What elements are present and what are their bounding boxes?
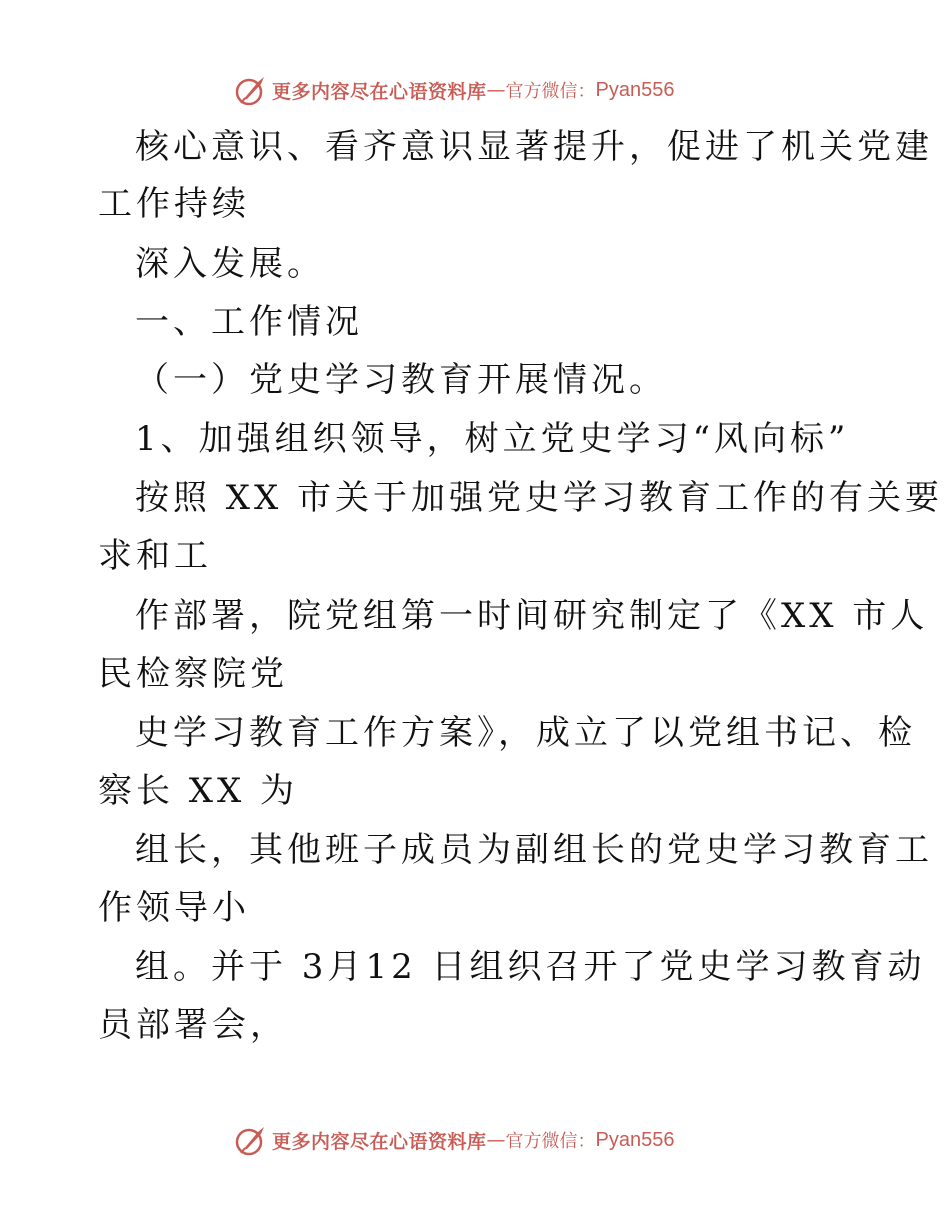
body-line: 核心意识、看齐意识显著提升，促进了机关党建	[135, 127, 933, 167]
body-line: 深入发展。	[135, 244, 325, 284]
item-heading: 1、加强组织领导，树立党史学习“风向标”	[135, 419, 850, 459]
section-heading: 一、工作情况	[135, 302, 363, 342]
body-line: 求和工	[98, 536, 212, 576]
body-line: 员部署会，	[98, 1005, 288, 1045]
watermark-wechat-label: 官方微信：	[505, 81, 596, 102]
body-line: 按照 XX 市关于加强党史学习教育工作的有关要	[135, 478, 944, 518]
body-line: 组。并于 3月12 日组织召开了党史学习教育动	[135, 947, 926, 987]
watermark-text: 更多内容尽在心语资料库	[272, 80, 487, 103]
header-watermark	[234, 72, 674, 108]
watermark-dash: —	[486, 1129, 506, 1151]
body-line: 民检察院党	[98, 654, 288, 694]
body-line: 察长 XX 为	[98, 771, 299, 811]
quill-pen-logo-icon	[234, 73, 268, 107]
watermark-text: 更多内容尽在心语资料库	[272, 1130, 487, 1153]
watermark-dash: —	[486, 79, 506, 101]
subsection-heading: （一）党史学习教育开展情况。	[135, 360, 667, 400]
body-line: 史学习教育工作方案》，成立了以党组书记、检	[135, 713, 916, 753]
watermark-wechat-id: Pyan556	[595, 78, 675, 101]
quill-pen-logo-icon	[234, 1123, 268, 1157]
body-line: 作部署，院党组第一时间研究制定了《XX 市人	[135, 596, 929, 636]
watermark-wechat-id: Pyan556	[595, 1128, 675, 1151]
watermark-wechat-label: 官方微信：	[505, 1131, 596, 1152]
body-line: 工作持续	[98, 184, 250, 224]
footer-watermark	[234, 1122, 674, 1158]
body-line: 作领导小	[98, 888, 250, 928]
body-line: 组长，其他班子成员为副组长的党史学习教育工	[135, 830, 933, 870]
